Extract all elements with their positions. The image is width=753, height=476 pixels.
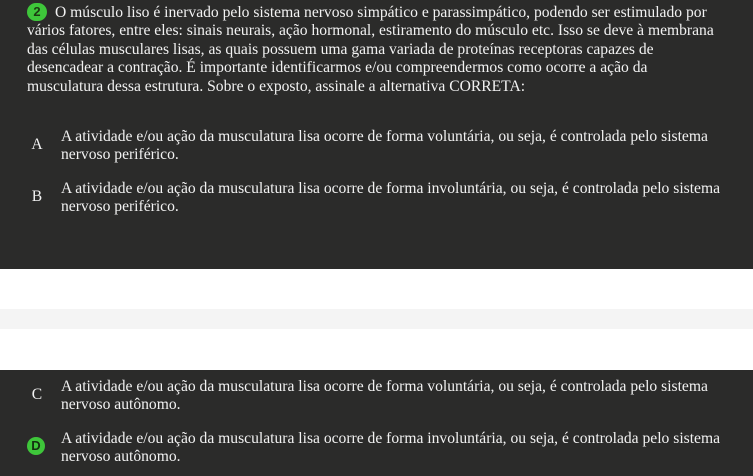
option-text: A atividade e/ou ação da musculatura lisa ocorre de forma involuntária, ou seja, é controlada pelo sistema nervoso periférico. [61, 180, 721, 216]
question-text: O músculo liso é inervado pelo sistema nervoso simpático e parassimpático, podendo ser estimulado por vários fatores, entre eles: sinais neurais, ação hormonal, estiramento do músculo etc. Isso se deve à membrana das células musculares lisas, as quais possuem uma gama variada de proteínas receptoras capazes de desencadear a contração. É importante identificarmos e/ou compreendermos como ocorre a ação da musculatura dessa estrutura. Sobre o exposto, assinale a alternativa CORRETA: [27, 4, 714, 95]
option-text: A atividade e/ou ação da musculatura lisa ocorre de forma voluntária, ou seja, é controlada pelo sistema nervoso periférico. [61, 128, 708, 164]
question-number-badge: 2 [27, 3, 47, 21]
page-separator [0, 309, 753, 329]
option-text: A atividade e/ou ação da musculatura lisa ocorre de forma involuntária, ou seja, é controlada pelo sistema nervoso autônomo. [61, 430, 721, 466]
page-gap [0, 329, 753, 370]
options-panel-continued [0, 370, 753, 476]
correct-option-badge: D [27, 437, 45, 455]
option-text: A atividade e/ou ação da musculatura lisa ocorre de forma voluntária, ou seja, é controlada pelo sistema nervoso autônomo. [61, 378, 708, 414]
option-letter: C [31, 386, 43, 403]
option-letter: B [31, 188, 43, 205]
page-gap [0, 269, 753, 309]
question-stem [27, 3, 727, 96]
option-letter: A [31, 136, 43, 153]
